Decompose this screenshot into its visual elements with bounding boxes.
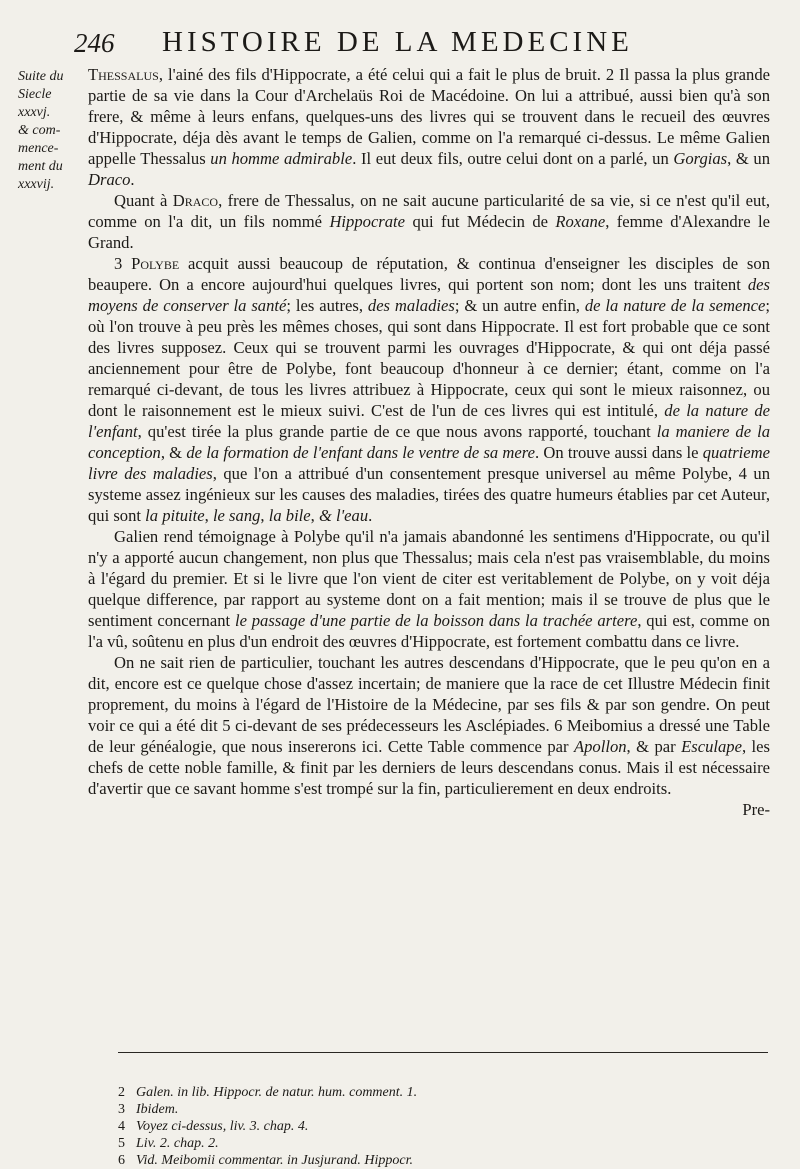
margin-note-line: mence- bbox=[18, 141, 59, 156]
italic-run: un homme admirable bbox=[210, 149, 353, 168]
italic-run: de la formation de l'enfant dans le ventre de sa mere bbox=[186, 443, 535, 462]
italic-run: Roxane bbox=[555, 212, 606, 231]
italic-run: des moyens de conserver la santé bbox=[88, 275, 770, 315]
italic-run: des maladies bbox=[367, 296, 455, 315]
name-polybe: Polybe bbox=[131, 254, 180, 273]
text-run: , qui est, comme on l'a vû, soûtenu en plus d'un endroit des œuvres d'Hippocrate, est fortement combattu dans ce livre. bbox=[88, 611, 770, 651]
paragraph-polybe bbox=[88, 253, 770, 526]
italic-run: Esculape bbox=[681, 737, 742, 756]
catchword: Pre- bbox=[742, 800, 770, 819]
footnote-rule bbox=[118, 1052, 768, 1053]
margin-note-line: & com- bbox=[18, 123, 61, 138]
italic-run: Apollon bbox=[574, 737, 627, 756]
text-run: On ne sait rien de particulier, touchant les autres descendans d'Hippocrate, que le peu qu'on en a dit, encore est ce quelque chose d'assez incertain; de maniere que la race de cet Illustre Médecin finit proprement, du moins à l'égard de l'Histoire de la Médecine, par ses fils & par son gendre. On peut voir ce qui a été dit 5 ci-devant de ses prédecesseurs les Asclépiades. 6 Meibomius a dressé une Table de leur généalogie, que nous insererons ici. Cette Table commence par bbox=[88, 653, 770, 756]
footnote bbox=[118, 1135, 768, 1152]
italic-run: la bile bbox=[268, 506, 311, 525]
margin-note-line: Suite du bbox=[18, 69, 64, 84]
italic-run: la pituite bbox=[145, 506, 205, 525]
italic-run: de la nature de la semence bbox=[584, 296, 766, 315]
text-run: ; & un autre enfin, bbox=[454, 296, 585, 315]
text-run: , & un bbox=[727, 149, 770, 168]
text-run: , bbox=[260, 506, 269, 525]
text-run: . Il eut deux fils, outre celui dont on a parlé, un bbox=[352, 149, 674, 168]
italic-run: le sang bbox=[212, 506, 261, 525]
footnote bbox=[118, 1118, 768, 1135]
name-thessalus: Thessalus bbox=[88, 65, 159, 84]
text-run: acquit aussi beaucoup de réputation, & continua d'enseigner les disciples de son beaupere. On a encore aujourd'hui quelques livres, qui portent son nom; dont les uns traitent bbox=[88, 254, 770, 294]
text-run: ; où l'on trouve à peu près les mêmes choses, qui sont dans Hippocrate. Il est fort probable que ce sont des livres supposez. Ceux qui se trouvent parmi les ouvrages d'Hippocrate, & qui ont déja passé anciennement pour être de Polybe, font beaucoup d'honneur à ce dernier; étant, comme on l'a remarqué ci-devant, de tous les livres attribuez à Hippocrate, ceux qui sont le mieux raisonnez, ou dont le raisonnement est le mieux suivi. C'est de l'un de ces livres qui est intitulé, bbox=[88, 296, 770, 420]
text-run: 3 bbox=[114, 254, 132, 273]
footnote-text: Ibidem. bbox=[136, 1102, 179, 1117]
text-run: , femme d'Alexandre le Grand. bbox=[88, 212, 770, 252]
margin-note bbox=[18, 68, 88, 194]
running-header bbox=[74, 26, 774, 66]
margin-note-line: xxxvij. bbox=[18, 177, 55, 192]
italic-run: & l'eau bbox=[318, 506, 369, 525]
footnote bbox=[118, 1152, 768, 1169]
text-run: qui fut Médecin de bbox=[405, 212, 556, 231]
footnote-number: 5 bbox=[118, 1136, 125, 1151]
text-run: , & bbox=[160, 443, 187, 462]
footnote bbox=[118, 1084, 768, 1101]
text-run: . bbox=[130, 170, 135, 189]
text-run: , les chefs de cette noble famille, & finit par les derniers de leurs descendans conus. Mais il est nécessaire d'avertir que ce savant homme s'est trompé sur la fin, particulierement en deux endroits. bbox=[88, 737, 770, 798]
text-run: ; les autres, bbox=[286, 296, 368, 315]
footnote-text: Voyez ci-dessus, liv. 3. chap. 4. bbox=[136, 1119, 309, 1134]
text-run: , que l'on a attribué d'un consentement presque universel au même Polybe, 4 un systeme assez ingénieux sur les causes des maladies, tirées des quatre humeurs établies par cet Auteur, qui sont bbox=[88, 464, 770, 525]
paragraph-thessalus bbox=[88, 64, 770, 190]
footnote bbox=[118, 1101, 768, 1118]
text-run: , qu'est tirée la plus grande partie de ce que nous avons rapporté, touchant bbox=[137, 422, 657, 441]
italic-run: Draco bbox=[88, 170, 131, 189]
running-title: HISTOIRE DE LA MEDECINE bbox=[162, 26, 633, 58]
margin-note-line: ment du bbox=[18, 159, 63, 174]
paragraph-galien bbox=[88, 526, 770, 652]
main-text bbox=[88, 64, 770, 820]
italic-run: quatrieme livre des maladies bbox=[88, 443, 770, 483]
footnote-number: 6 bbox=[118, 1153, 125, 1168]
paragraph-draco bbox=[88, 190, 770, 253]
footnote-number: 2 bbox=[118, 1085, 125, 1100]
text-run: . On trouve aussi dans le bbox=[534, 443, 703, 462]
text-run: , frere de Thessalus, on ne sait aucune particularité de sa vie, si ce n'est qu'il eut, comme on l'a dit, un fils nommé bbox=[88, 191, 771, 231]
italic-run: de la nature de l'enfant bbox=[88, 401, 770, 441]
text-run: Galien rend témoignage à Polybe qu'il n'a jamais abandonné les sentimens d'Hippocrate, ou qu'il n'y a apporté aucun changement, non plus que Thessalus; mais cela n'est pas vraisemblable, du moins à l'égard du premier. Et si le livre que l'on vient de citer est veritablement de Polybe, on y voit déja quelque difference, par rapport au systeme dont on a fait mention; mais il se trouve de plus que le sentiment concernant bbox=[88, 527, 770, 630]
italic-run: le passage d'une partie de la boisson dans la trachée artere bbox=[234, 611, 638, 630]
footnotes bbox=[118, 1084, 768, 1169]
italic-run: Hippocrate bbox=[329, 212, 406, 231]
text-run: , l'ainé des fils d'Hippocrate, a été celui qui a fait le plus de bruit. 2 Il passa la plus grande partie de sa vie dans la Cour d'Archelaüs Roi de Macédoine. On lui a attribué, aussi bien qu'à son frere, & même à leurs enfans, quelques-uns des livres qui se trouvent dans le recueil des œuvres d'Hippocrate, déja dès avant le temps de Galien, comme on l'a remarqué ci-dessus. Le même Galien appelle Thessalus bbox=[88, 65, 770, 168]
margin-note-line: xxxvj. bbox=[18, 105, 51, 120]
italic-run: la maniere de la conception bbox=[88, 422, 770, 462]
paragraph-descendans bbox=[88, 652, 770, 799]
text-run: Quant à bbox=[114, 191, 173, 210]
footnote-number: 3 bbox=[118, 1102, 125, 1117]
text-run: , & par bbox=[626, 737, 682, 756]
footnote-text: Vid. Meibomii commentar. in Jusjurand. Hippocr. bbox=[136, 1153, 413, 1168]
page-number: 246 bbox=[74, 28, 115, 58]
text-run: , bbox=[204, 506, 213, 525]
footnote-text: Galen. in lib. Hippocr. de natur. hum. comment. 1. bbox=[136, 1085, 418, 1100]
text-run: . bbox=[368, 506, 373, 525]
footnote-text: Liv. 2. chap. 2. bbox=[136, 1136, 219, 1151]
footnote-number: 4 bbox=[118, 1119, 125, 1134]
name-draco: Draco bbox=[172, 191, 219, 210]
text-run: , bbox=[310, 506, 319, 525]
margin-note-line: Siecle bbox=[18, 87, 52, 102]
italic-run: Gorgias bbox=[673, 149, 728, 168]
